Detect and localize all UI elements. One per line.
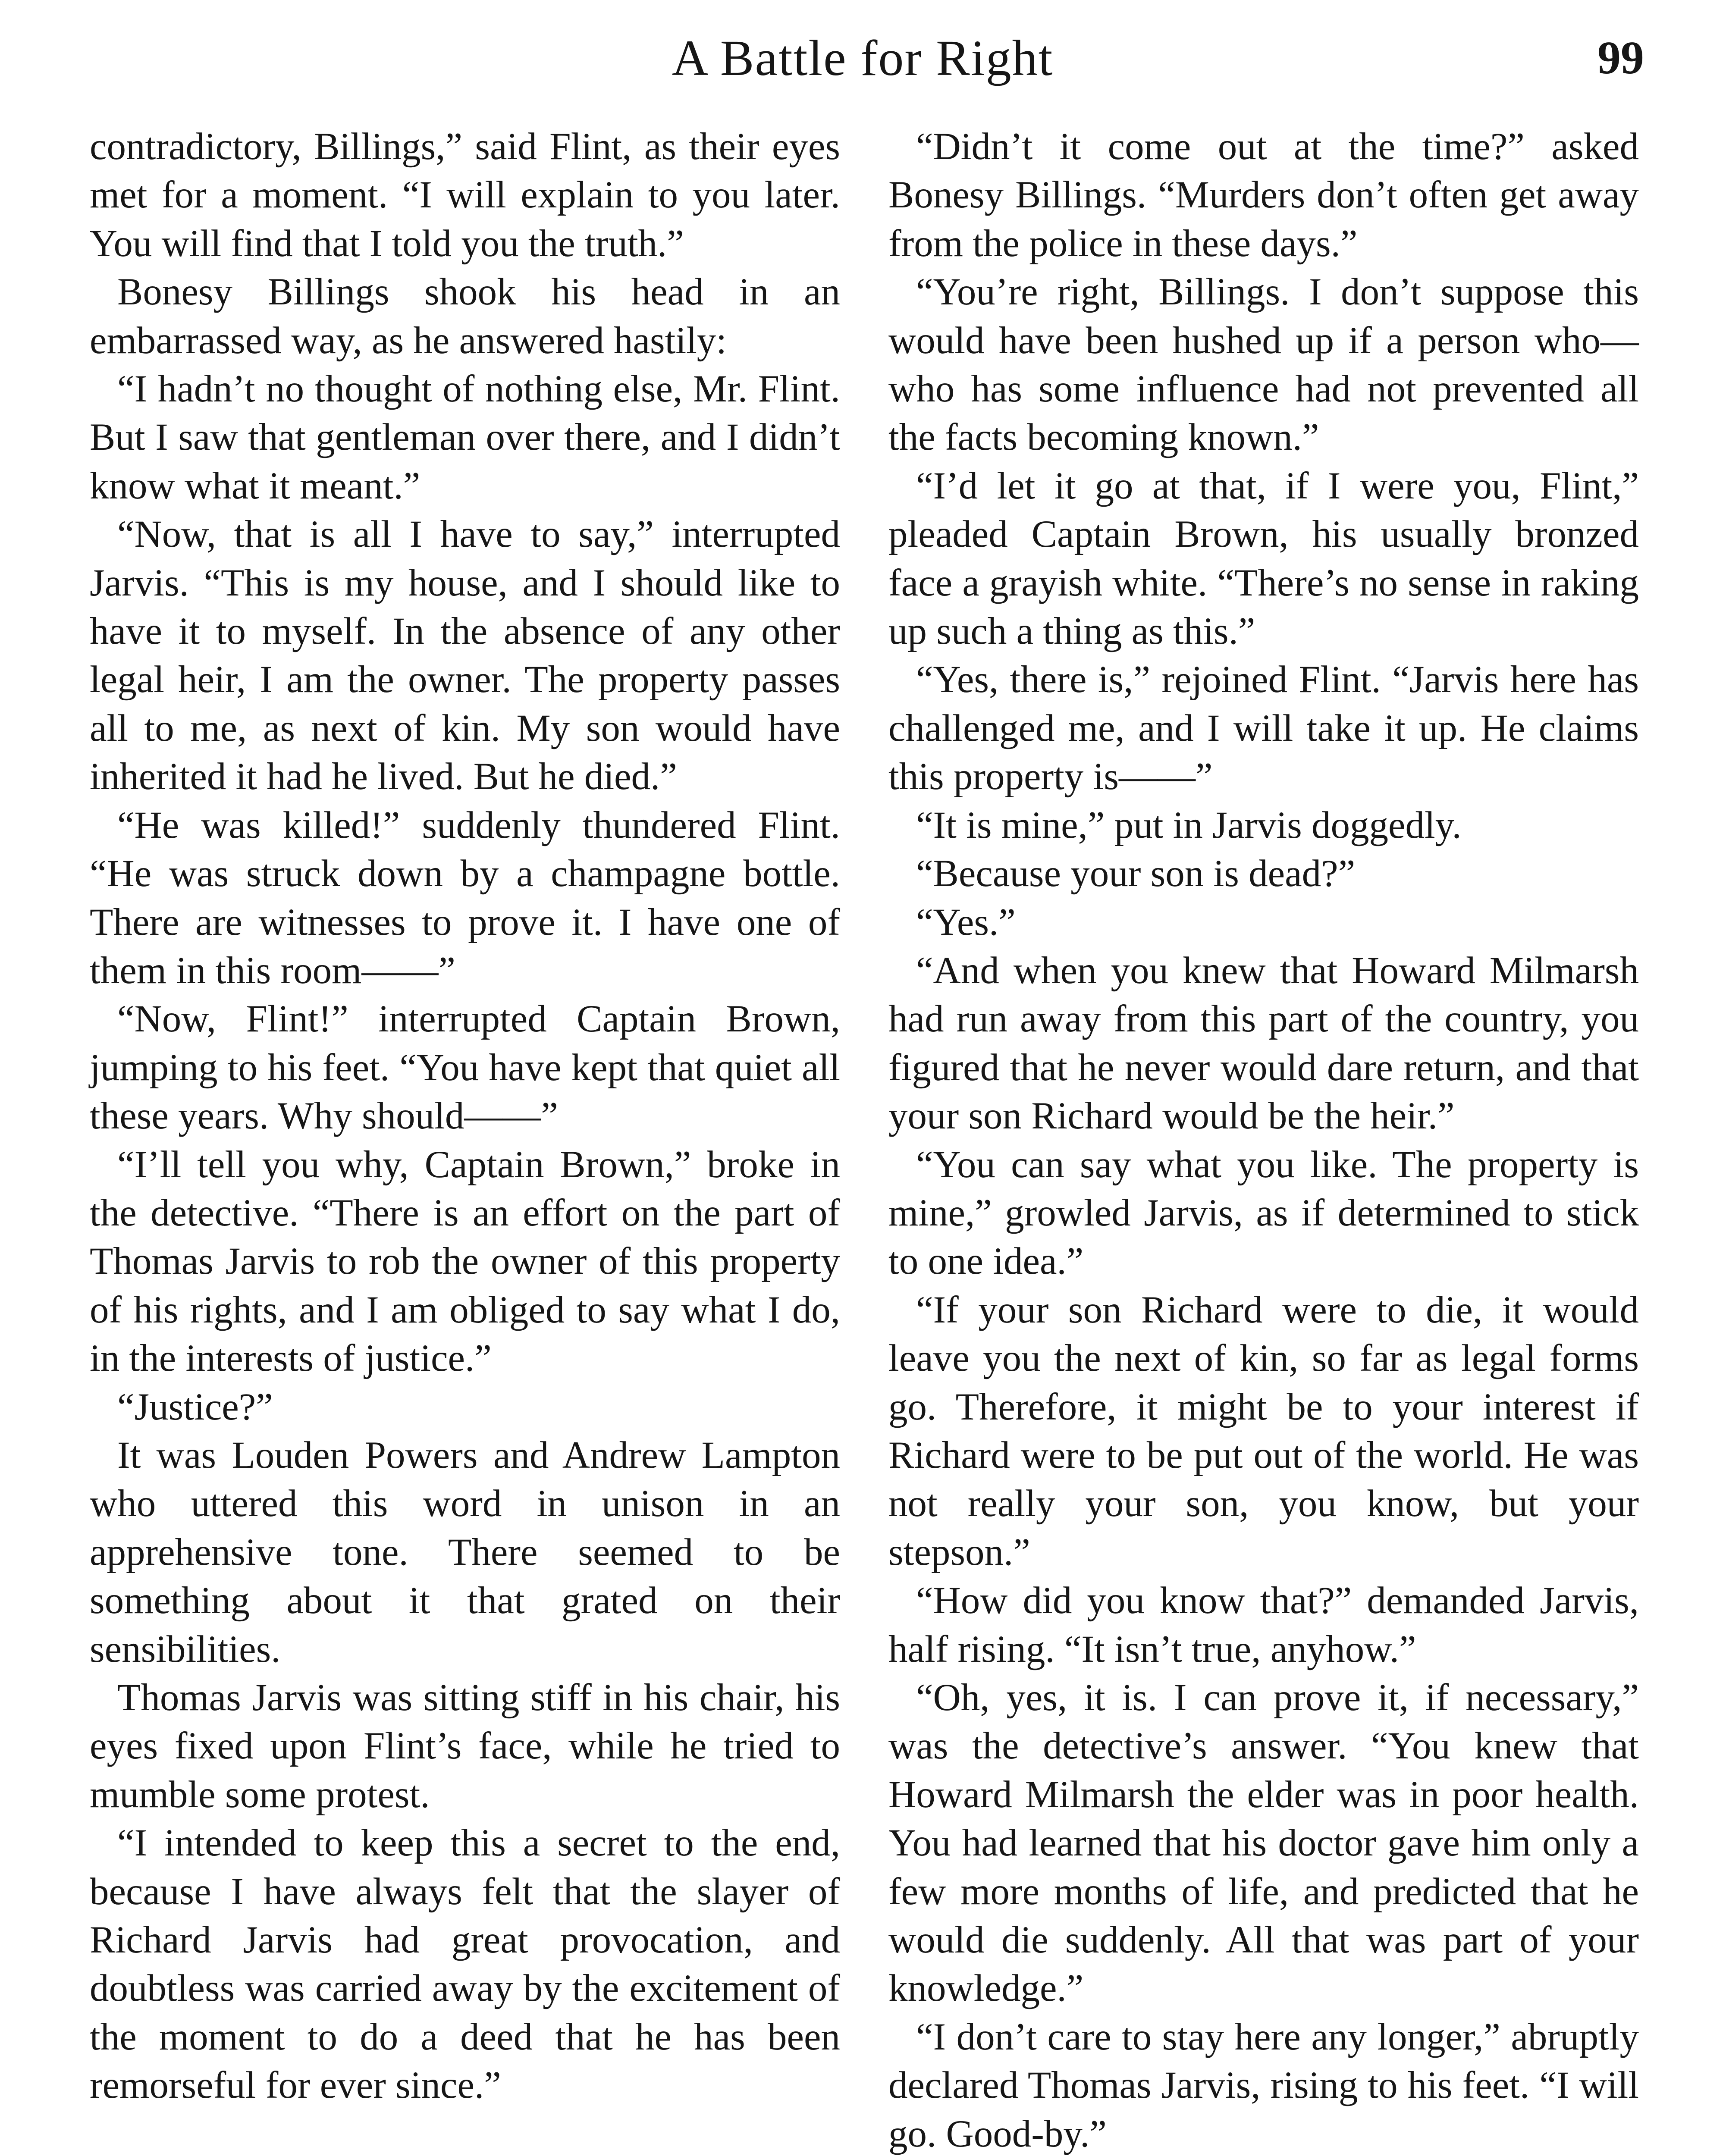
paragraph: “Yes.” xyxy=(916,901,1016,943)
paragraph: “I’ll tell you why, Captain Brown,” broke in the detective. “There is an effort on the part of Thomas Jarvis to rob the owner of this property of his rights, and I am obliged to say what I do, in the interests of justice.” xyxy=(90,1143,840,1380)
paragraph: “Justice?” xyxy=(117,1385,273,1428)
paragraph: “If your son Richard were to die, it would leave you the next of kin, so far as legal forms go. Therefore, it might be to your interest if Richard were to be put out of the world. He was not really your son, you know, but your stepson.” xyxy=(888,1288,1639,1573)
paragraph: “I’d let it go at that, if I were you, Flint,” pleaded Captain Brown, his usually bronzed face a grayish white. “There’s no sense in raking up such a thing as this.” xyxy=(888,464,1639,653)
paragraph: “I intended to keep this a secret to the end, because I have always felt that the slayer of Richard Jarvis had great provocation, and doubtless was carried away by the excitement of the moment to do a deed that he has been remorseful for ever since.” xyxy=(90,1822,840,2107)
paragraph: “I don’t care to stay here any longer,” abruptly declared Thomas Jarvis, rising to his feet. “I will go. Good-by.” xyxy=(888,2015,1639,2155)
paragraph: “Now, Flint!” interrupted Captain Brown, jumping to his feet. “You have kept that quiet all these years. Why should——” xyxy=(90,998,840,1138)
running-title: A Battle for Right xyxy=(672,30,1054,86)
paragraph: “I hadn’t no thought of nothing else, Mr. Flint. But I saw that gentleman over there, and I didn’t know what it meant.” xyxy=(90,368,840,507)
paragraph: “Didn’t it come out at the time?” asked Bonesy Billings. “Murders don’t often get away from the police in these days.” xyxy=(888,125,1639,265)
paragraph: “And when you knew that Howard Milmarsh had run away from this part of the country, you figured that he never would dare return, and that your son Richard would be the heir.” xyxy=(888,949,1639,1138)
paragraph: It was Louden Powers and Andrew Lampton who uttered this word in unison in an apprehensive tone. There seemed to be something about it that grated on their sensibilities. xyxy=(90,1434,840,1670)
paragraph: contradictory, Billings,” said Flint, as their eyes met for a moment. “I will explain to you later. You will find that I told you the truth.” xyxy=(90,125,840,265)
paragraph: “Oh, yes, it is. I can prove it, if necessary,” was the detective’s answer. “You knew that Howard Milmarsh the elder was in poor health. You had learned that his doctor gave him only a few more months of life, and predicted that he would die suddenly. All that was part of your knowledge.” xyxy=(888,1677,1639,2010)
paragraph: “You can say what you like. The property is mine,” growled Jarvis, as if determined to stick to one idea.” xyxy=(888,1143,1639,1283)
left-column xyxy=(90,122,840,2110)
paragraph: “Yes, there is,” rejoined Flint. “Jarvis here has challenged me, and I will take it up. He claims this property is——” xyxy=(888,658,1639,798)
running-header xyxy=(0,26,1726,91)
paragraph: Thomas Jarvis was sitting stiff in his chair, his eyes fixed upon Flint’s face, while he tried to mumble some protest. xyxy=(90,1677,840,1816)
paragraph: “You’re right, Billings. I don’t suppose this would have been hushed up if a person who—who has some influence had not prevented all the facts becoming known.” xyxy=(888,271,1639,459)
paragraph: “It is mine,” put in Jarvis doggedly. xyxy=(916,804,1462,846)
paragraph: “How did you know that?” demanded Jarvis, half rising. “It isn’t true, anyhow.” xyxy=(888,1579,1639,1670)
paragraph: “Because your son is dead?” xyxy=(916,852,1356,895)
paragraph: “He was killed!” suddenly thundered Flint. “He was struck down by a champagne bottle. There are witnesses to prove it. I have one of them in this room——” xyxy=(90,804,840,992)
right-column xyxy=(888,122,1639,2156)
page-number: 99 xyxy=(1597,32,1644,84)
paragraph: Bonesy Billings shook his head in an embarrassed way, as he answered hastily: xyxy=(90,271,840,362)
paragraph: “Now, that is all I have to say,” interrupted Jarvis. “This is my house, and I should like to have it to myself. In the absence of any other legal heir, I am the owner. The property passes all to me, as next of kin. My son would have inherited it had he lived. But he died.” xyxy=(90,513,840,798)
